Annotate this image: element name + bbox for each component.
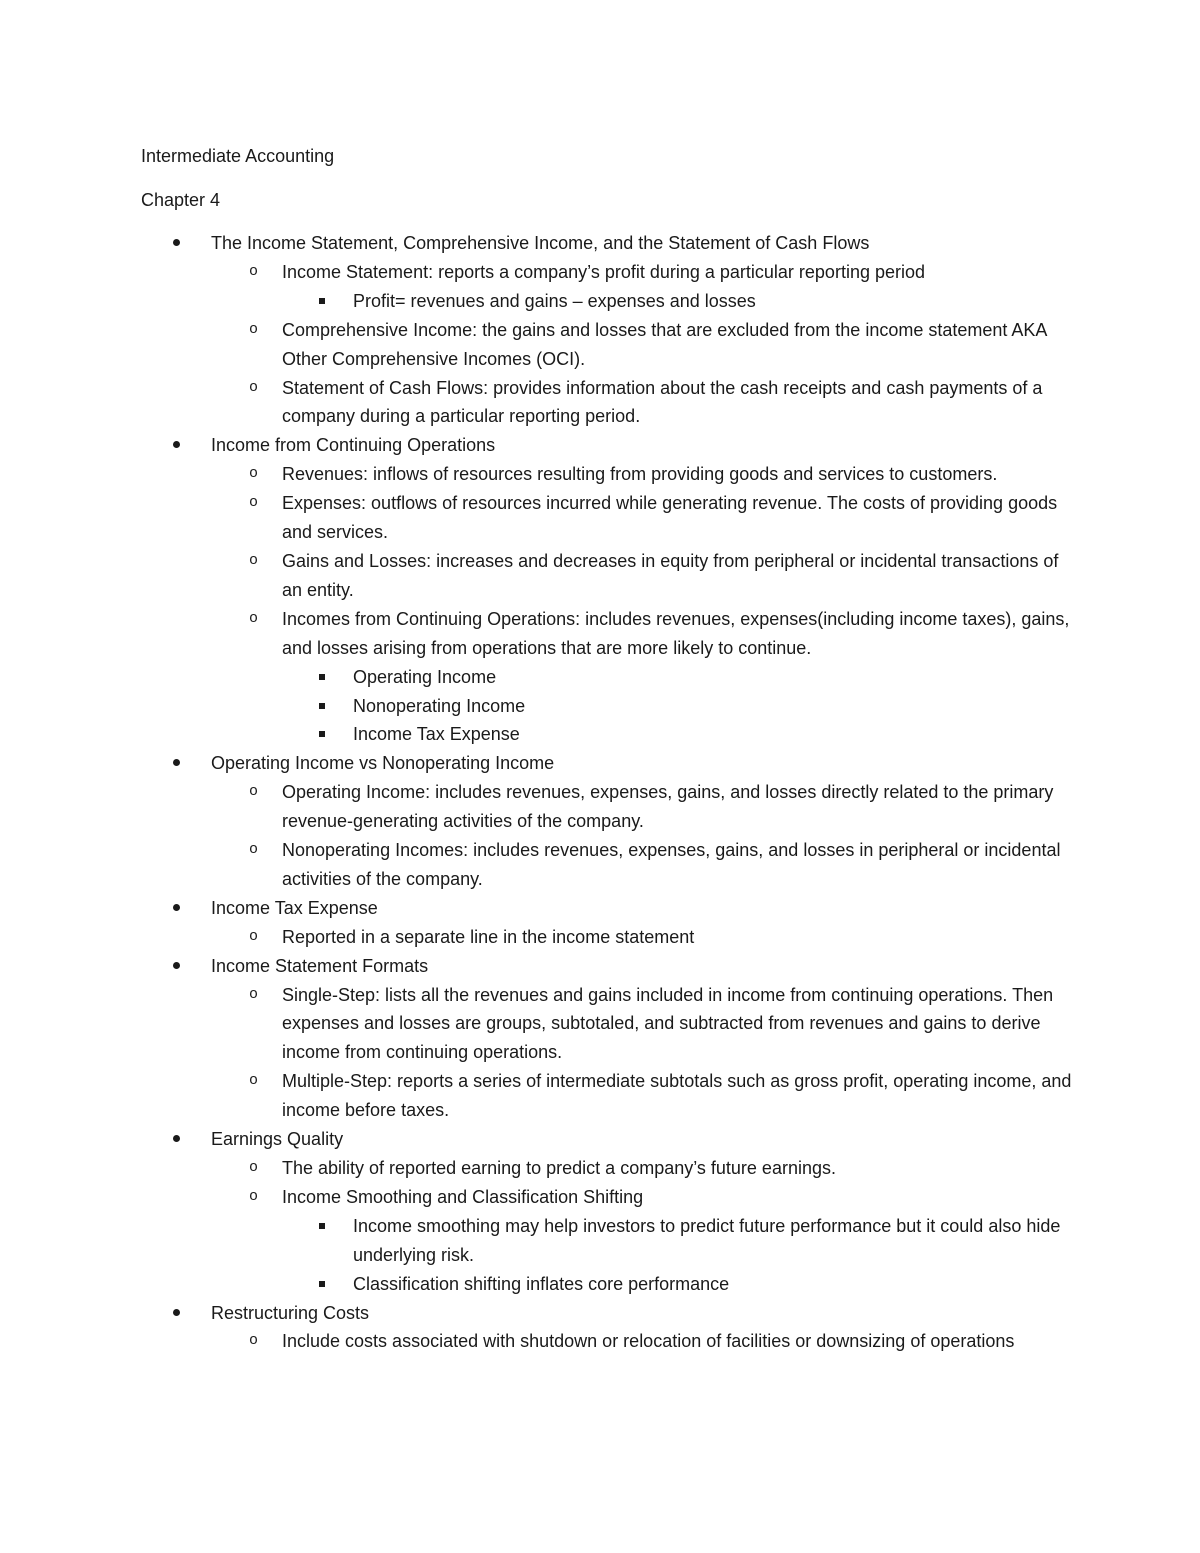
outline-text: Operating Income <box>353 666 497 687</box>
outline-subsubitem <box>282 663 1081 692</box>
bullet-square-icon <box>319 674 325 680</box>
sub-list <box>211 1154 1081 1299</box>
outline-text: Nonoperating Incomes: includes revenues, expenses, gains, and losses in peripheral or incidental activities of the company. <box>282 840 1061 889</box>
outline-subitem <box>211 460 1081 489</box>
outline-subitem <box>211 923 1081 952</box>
bullet-marker: o <box>249 262 259 280</box>
outline-subsubitem <box>282 287 1081 316</box>
outline-text: Single-Step: lists all the revenues and gains included in income from continuing operations. Then expenses and losses are groups, subtotaled, and subtracted from revenues and gains to derive income from continuing operations. <box>282 984 1054 1063</box>
outline-item <box>141 894 1081 952</box>
outline-text: Income Statement: reports a company’s profit during a particular reporting period <box>282 261 925 282</box>
outline-item <box>141 1299 1081 1357</box>
outline-text: Income from Continuing Operations <box>211 435 496 456</box>
outline-text: Income Statement Formats <box>211 955 429 976</box>
outline-subitem <box>211 258 1081 316</box>
sub-list <box>211 778 1081 894</box>
outline-subitem <box>211 605 1081 750</box>
sub-list <box>211 460 1081 749</box>
sub-list <box>211 1327 1081 1356</box>
outline-text: Revenues: inflows of resources resulting from providing goods and services to customers. <box>282 464 998 485</box>
bullet-marker: o <box>249 320 259 338</box>
bullet-square-icon <box>319 298 325 304</box>
sub-sub-list <box>282 1212 1081 1299</box>
outline-subitem <box>211 1154 1081 1183</box>
bullet-square-icon <box>319 1281 325 1287</box>
outline-subitem <box>211 547 1081 605</box>
outline-subitem <box>211 836 1081 894</box>
outline-list <box>141 229 1081 1356</box>
outline-text: Classification shifting inflates core performance <box>353 1273 730 1294</box>
outline-item <box>141 229 1081 431</box>
outline-text: Gains and Losses: increases and decreases in equity from peripheral or incidental transactions of an entity. <box>282 550 1059 600</box>
bullet-dot-icon <box>173 239 180 246</box>
outline-subitem <box>211 489 1081 547</box>
outline-text: Income Smoothing and Classification Shifting <box>282 1186 644 1207</box>
bullet-dot-icon <box>173 759 180 766</box>
outline-subitem <box>211 1067 1081 1125</box>
outline-subitem <box>211 778 1081 836</box>
bullet-marker: o <box>249 841 259 859</box>
bullet-dot-icon <box>173 962 180 969</box>
sub-list <box>211 981 1081 1126</box>
bullet-marker: o <box>249 783 259 801</box>
outline-subsubitem <box>282 1270 1081 1299</box>
bullet-dot-icon <box>173 441 180 448</box>
outline-text: Profit= revenues and gains – expenses and losses <box>353 290 756 311</box>
outline-text: Incomes from Continuing Operations: includes revenues, expenses(including income taxes), gains, and losses arising from operations that are more likely to continue. <box>282 608 1070 658</box>
outline-subsubitem <box>282 1212 1081 1270</box>
outline-subsubitem <box>282 720 1081 749</box>
outline-text: Comprehensive Income: the gains and losses that are excluded from the income statement AKA Other Comprehensive Incomes (OCI). <box>282 319 1047 369</box>
outline-subitem <box>211 374 1081 432</box>
sub-sub-list <box>282 663 1081 750</box>
bullet-marker: o <box>249 985 259 1003</box>
bullet-dot-icon <box>173 1309 180 1316</box>
outline-text: Multiple-Step: reports a series of intermediate subtotals such as gross profit, operating income, and income before taxes. <box>282 1071 1072 1121</box>
outline-subitem <box>211 316 1081 374</box>
bullet-dot-icon <box>173 904 180 911</box>
chapter-heading: Chapter 4 <box>141 190 221 210</box>
sub-sub-list <box>282 287 1081 316</box>
outline-subitem <box>211 1183 1081 1299</box>
sub-list <box>211 923 1081 952</box>
bullet-marker: o <box>249 494 259 512</box>
bullet-marker: o <box>249 1072 259 1090</box>
sub-list <box>211 258 1081 431</box>
outline-text: Nonoperating Income <box>353 695 526 716</box>
outline-subsubitem <box>282 692 1081 721</box>
outline-text: The ability of reported earning to predict a company’s future earnings. <box>282 1158 836 1178</box>
outline-text: The Income Statement, Comprehensive Income, and the Statement of Cash Flows <box>211 233 870 253</box>
outline-subitem <box>211 1327 1081 1356</box>
bullet-marker: o <box>249 1187 259 1205</box>
outline-text: Operating Income: includes revenues, expenses, gains, and losses directly related to the primary revenue-generating activities of the company. <box>282 782 1054 832</box>
bullet-marker: o <box>249 1159 259 1176</box>
outline-text: Earnings Quality <box>211 1129 344 1150</box>
outline-item <box>141 431 1081 749</box>
outline-text: Income Tax Expense <box>211 897 378 918</box>
outline-text: Reported in a separate line in the income statement <box>282 926 695 947</box>
outline-text: Expenses: outflows of resources incurred while generating revenue. The costs of providing goods and services. <box>282 493 1058 543</box>
outline-subitem <box>211 981 1081 1068</box>
bullet-dot-icon <box>173 1135 180 1142</box>
outline-text: Restructuring Costs <box>211 1302 370 1323</box>
bullet-square-icon <box>319 703 325 709</box>
outline-item <box>141 952 1081 1125</box>
bullet-square-icon <box>319 731 325 737</box>
bullet-marker: o <box>249 378 259 396</box>
outline-item <box>141 1125 1081 1298</box>
bullet-marker: o <box>249 551 259 569</box>
bullet-marker: o <box>249 1332 259 1350</box>
outline-text: Income smoothing may help investors to predict future performance but it could also hide underlying risk. <box>353 1215 1061 1265</box>
bullet-marker: o <box>249 465 259 483</box>
document-body <box>141 142 1081 1356</box>
outline-item <box>141 749 1081 894</box>
outline-text: Income Tax Expense <box>353 724 520 745</box>
outline-text: Include costs associated with shutdown or relocation of facilities or downsizing of operations <box>282 1331 1015 1352</box>
bullet-marker: o <box>249 927 259 945</box>
bullet-marker: o <box>249 609 259 627</box>
outline-text: Operating Income vs Nonoperating Income <box>211 753 555 774</box>
bullet-square-icon <box>319 1223 325 1229</box>
document-title: Intermediate Accounting <box>141 146 335 166</box>
outline-text: Statement of Cash Flows: provides information about the cash receipts and cash payments of a company during a particular reporting period. <box>282 377 1043 427</box>
